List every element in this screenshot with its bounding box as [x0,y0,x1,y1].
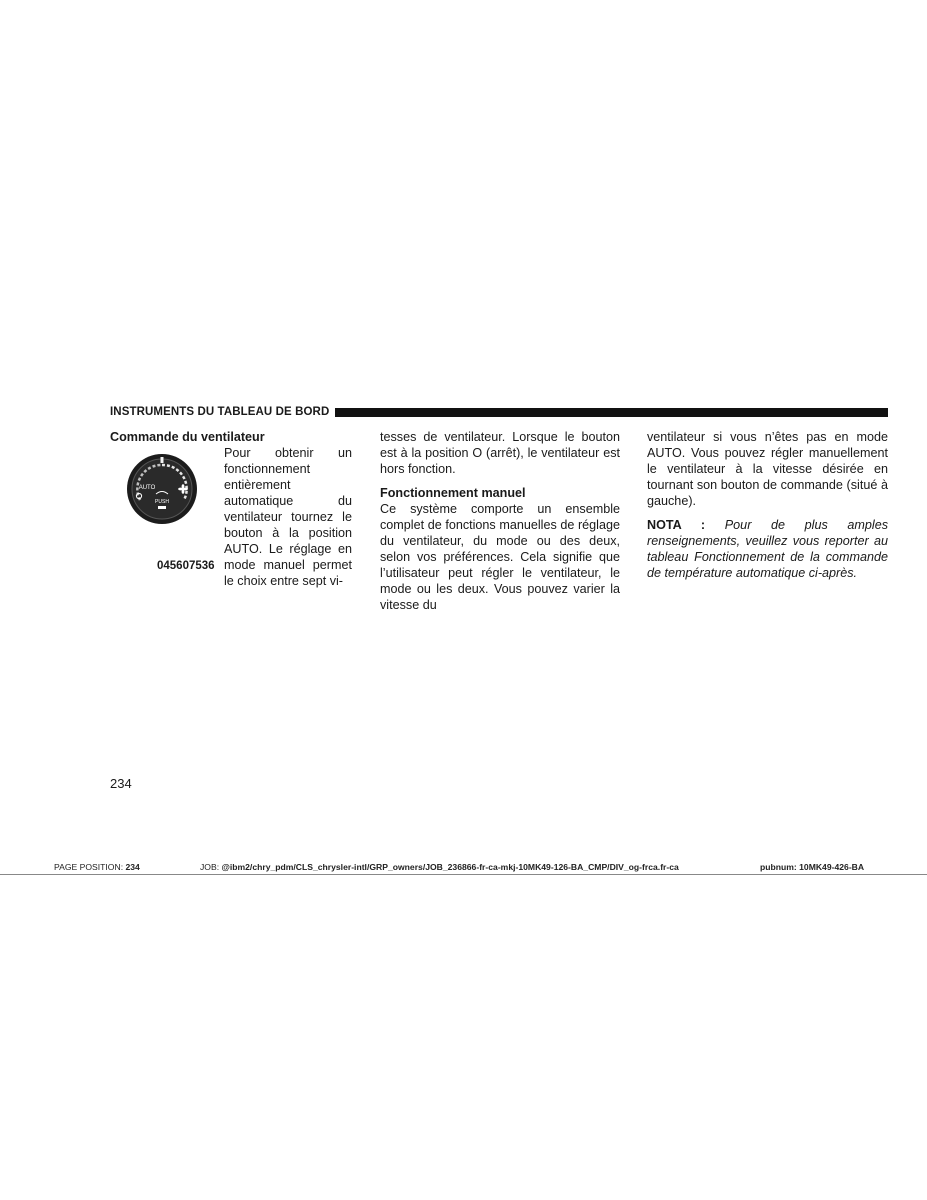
footer-job-label: JOB: [200,862,220,872]
footer-job-value: @ibm2/chry_pdm/CLS_chrysler-intl/GRP_owners/JOB_236866-fr-ca-mkj-10MK49-126-BA_CMP/DIV_og-frca.fr-ca [221,862,679,872]
footer-rule [0,874,927,875]
knob-auto-label: AUTO [138,485,156,491]
figure-code: 045607536 [157,560,215,572]
fan-knob-icon [126,453,198,525]
footer-position-value: 234 [125,862,140,872]
figure-text-wrap [110,445,352,589]
page-number: 234 [110,776,132,791]
nota-paragraph [647,517,888,581]
footer-position-label: PAGE POSITION: [54,862,124,872]
column-1 [110,429,352,589]
fan-control-text: Pour obtenir un fonctionnement entièrement automatique du ventilateur tournez le bouton à la position AUTO. Le réglage en mode manuel permet le choix entre sept vi- [224,446,352,588]
section-header-bar [335,408,888,417]
manual-fan-text: ventilateur si vous n’êtes pas en mode AUTO. Vous pouvez régler manuellement le ventilateur à la vitesse désirée en tournant son bouton de commande (situé à gauche). [647,430,888,508]
manual-operation-title: Fonctionnement manuel [380,486,526,500]
section-header [110,405,888,419]
footer-job [200,862,679,872]
nota-text: Pour de plus amples renseignements, veuillez vous reporter au tableau Fonctionnement de la commande de température automatique ci-après. [647,518,889,580]
nota-label: NOTA : [647,518,706,532]
print-footer [0,860,927,874]
manual-operation-text: Ce système comporte un ensemble complet de fonctions manuelles de réglage du ventilateur, du mode ou des deux, selon vos préférences. Cela signifie que l’utilisateur peut régler le ventilateur, le mode ou les deux. Vous pouvez varier la vitesse du [380,502,620,612]
column-3 [647,429,888,581]
fan-control-title: Commande du ventilateur [110,430,265,444]
column-2 [380,429,620,613]
footer-page-position [54,862,140,872]
section-header-title: INSTRUMENTS DU TABLEAU DE BORD [110,406,330,418]
fan-speed-text: tesses de ventilateur. Lorsque le bouton est à la position O (arrêt), le ventilateur est hors fonction. [380,430,620,476]
knob-push-label: PUSH [155,499,169,505]
footer-pubnum: pubnum: 10MK49-426-BA [760,862,865,872]
fan-knob-figure [110,445,224,575]
